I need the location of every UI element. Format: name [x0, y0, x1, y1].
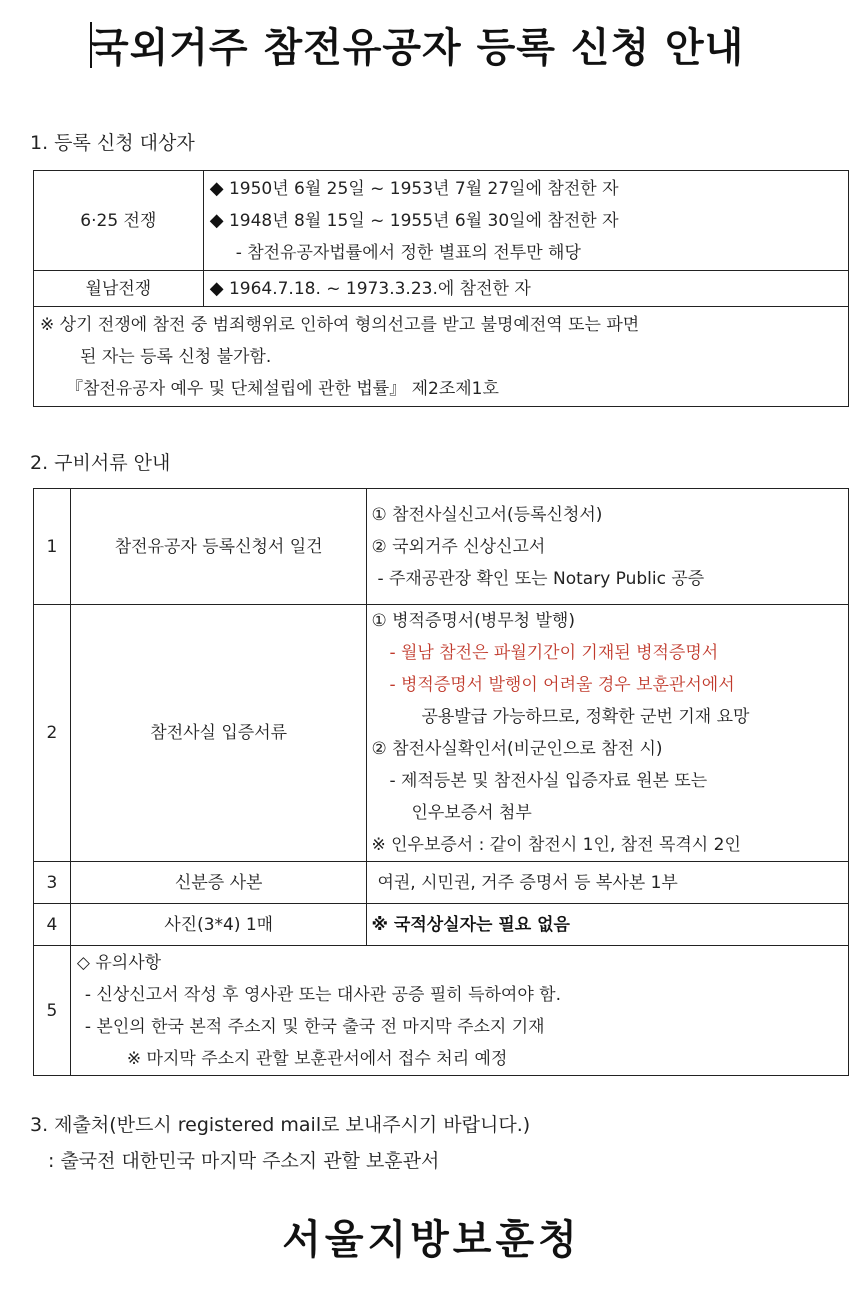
document-row — [34, 862, 849, 904]
diamond-bullet-icon: ◆ — [209, 277, 224, 299]
detail-line: - 병적증명서 발행이 어려울 경우 보훈관서에서 — [389, 675, 735, 695]
document-name: 참전사실 입증서류 — [70, 605, 367, 862]
row-number: 4 — [34, 904, 71, 946]
diamond-bullet-icon: ◆ — [209, 177, 224, 199]
required-documents-table — [33, 488, 849, 1076]
row-number: 3 — [34, 862, 71, 904]
document-row — [34, 946, 849, 1076]
eligibility-row-vietnam-war — [34, 271, 849, 307]
document-details — [367, 605, 849, 862]
document-name: 참전유공자 등록신청서 일건 — [70, 489, 367, 605]
section3-heading: 3. 제출처(반드시 registered mail로 보내주시기 바랍니다.) — [30, 1114, 531, 1136]
eligibility-note-row — [34, 307, 849, 407]
eligibility-table — [33, 170, 849, 407]
detail-line: 공용발급 가능하므로, 정확한 군번 기재 요망 — [421, 707, 750, 727]
document-row — [34, 489, 849, 605]
detail-line: ※ 인우보증서 : 같이 참전시 1인, 참전 목격시 2인 — [371, 835, 741, 855]
eligibility-subline: - 참전유공자법률에서 정한 별표의 전투만 해당 — [235, 242, 581, 263]
note-line: ※ 상기 전쟁에 참전 중 범죄행위로 인하여 형의선고를 받고 불명예전역 또는 파면 — [40, 314, 640, 335]
document-details — [367, 862, 849, 904]
document-row — [34, 605, 849, 862]
precaution-line: ※ 마지막 주소지 관할 보훈관서에서 접수 처리 예정 — [126, 1048, 508, 1069]
precautions — [70, 946, 848, 1076]
detail-line: ① 병적증명서(병무청 발행) — [371, 611, 575, 631]
detail-line: ① 참전사실신고서(등록신청서) — [371, 504, 603, 525]
eligibility-note — [34, 307, 849, 407]
section2-heading: 2. 구비서류 안내 — [30, 452, 171, 474]
eligibility-details — [203, 171, 848, 271]
eligibility-line: ◆ 1964.7.18. ~ 1973.3.23.에 참전한 자 — [209, 277, 531, 299]
document-name: 사진(3*4) 1매 — [70, 904, 367, 946]
eligibility-line: ◆ 1950년 6월 25일 ~ 1953년 7월 27일에 참전한 자 — [209, 177, 619, 199]
page-title: 국외거주 참전유공자 등록 신청 안내 — [90, 25, 745, 71]
detail-line: ② 국외거주 신상신고서 — [371, 536, 546, 557]
eligibility-row-korean-war — [34, 171, 849, 271]
eligibility-details — [203, 271, 848, 307]
issuer-signature: 서울지방보훈청 — [282, 1216, 581, 1263]
detail-line: - 월남 참전은 파월기간이 기재된 병적증명서 — [389, 643, 719, 663]
war-name: 6·25 전쟁 — [34, 171, 204, 271]
detail-line: ② 참전사실확인서(비군인으로 참전 시) — [371, 739, 663, 759]
section1-heading: 1. 등록 신청 대상자 — [30, 132, 195, 154]
eligibility-line: ◆ 1948년 8월 15일 ~ 1955년 6월 30일에 참전한 자 — [209, 209, 619, 231]
precautions-heading: ◇ 유의사항 — [76, 952, 162, 973]
document-details — [367, 904, 849, 946]
diamond-bullet-icon: ◆ — [209, 209, 224, 231]
detail-line: - 주재공관장 확인 또는 Notary Public 공증 — [377, 568, 705, 589]
detail-line: - 제적등본 및 참전사실 입증자료 원본 또는 — [389, 771, 708, 791]
document-details — [367, 489, 849, 605]
note-line: 된 자는 등록 신청 불가함. — [80, 346, 272, 367]
law-reference: 『참전유공자 예우 및 단체설립에 관한 법률』 제2조제1호 — [66, 378, 499, 399]
document-name: 신분증 사본 — [70, 862, 367, 904]
war-name: 월남전쟁 — [34, 271, 204, 307]
precaution-line: - 본인의 한국 본적 주소지 및 한국 출국 전 마지막 주소지 기재 — [84, 1016, 545, 1037]
document-row — [34, 904, 849, 946]
row-number: 1 — [34, 489, 71, 605]
row-number: 5 — [34, 946, 71, 1076]
detail-line: ※ 국적상실자는 필요 없음 — [371, 914, 570, 935]
row-number: 2 — [34, 605, 71, 862]
submission-address: : 출국전 대한민국 마지막 주소지 관할 보훈관서 — [48, 1150, 440, 1172]
detail-line: 여권, 시민권, 거주 증명서 등 복사본 1부 — [377, 872, 678, 893]
precaution-line: - 신상신고서 작성 후 영사관 또는 대사관 공증 필히 득하여야 함. — [84, 984, 562, 1005]
detail-line: 인우보증서 첨부 — [411, 803, 532, 823]
